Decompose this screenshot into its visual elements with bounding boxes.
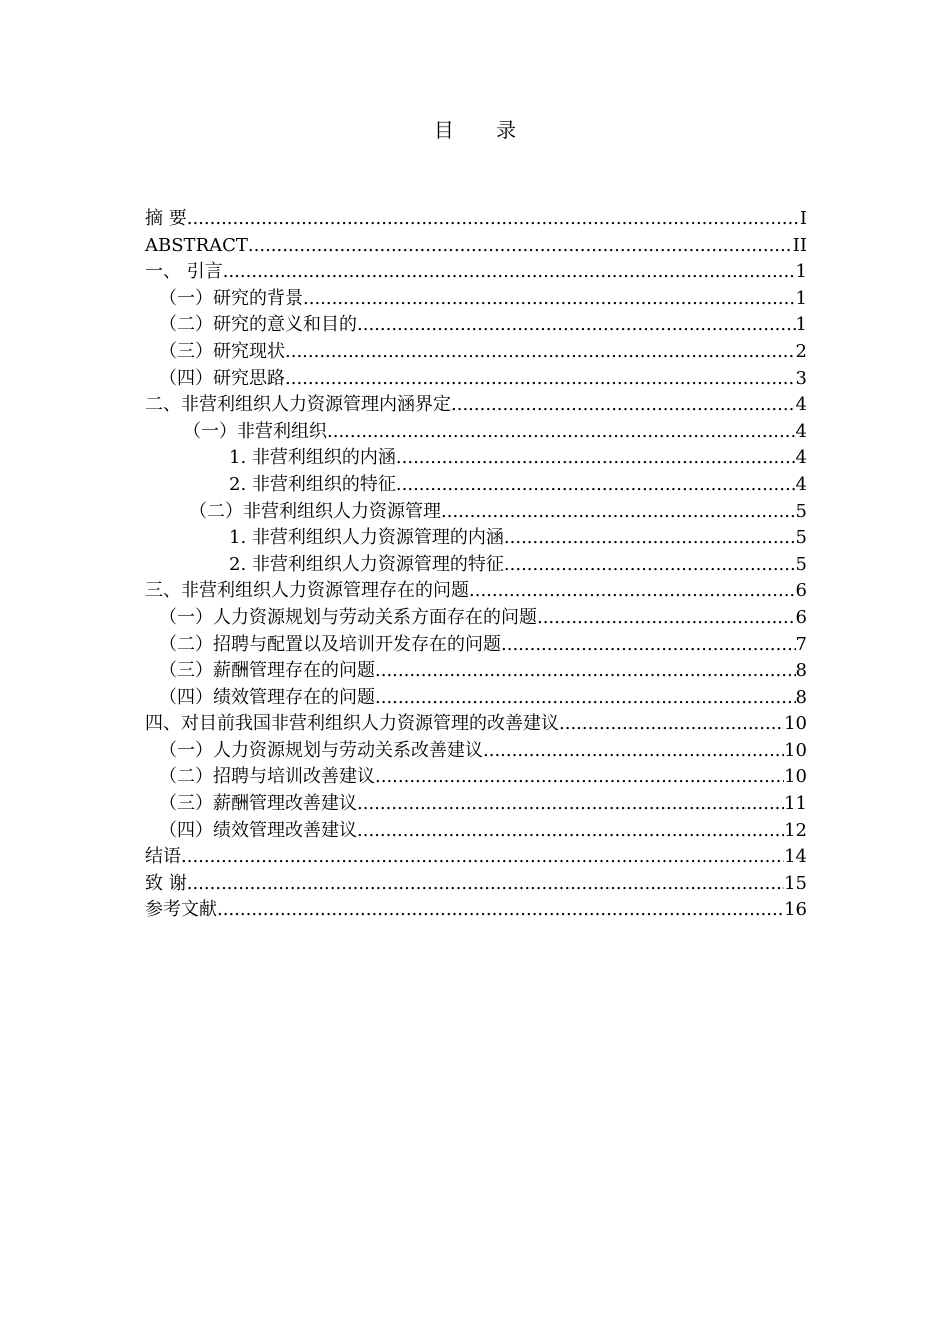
toc-entry-page-number: 4 xyxy=(795,420,807,442)
toc-dot-leader xyxy=(187,207,800,231)
toc-dot-leader xyxy=(217,898,784,922)
toc-dot-leader xyxy=(187,872,784,896)
toc-entry-label: 致 谢 xyxy=(145,872,187,894)
toc-entry-label: 三、非营利组织人力资源管理存在的问题 xyxy=(145,580,469,602)
toc-dot-leader xyxy=(396,473,796,497)
toc-entry[interactable] xyxy=(145,630,807,657)
toc-entry-page-number: 7 xyxy=(795,633,807,655)
toc-entry[interactable] xyxy=(145,736,807,763)
toc-entry-label: （三）研究现状 xyxy=(159,340,285,362)
toc-entry-page-number: I xyxy=(799,208,807,229)
toc-dot-leader xyxy=(469,579,796,603)
toc-entry-page-number: 10 xyxy=(784,766,807,788)
toc-entry[interactable] xyxy=(145,231,807,258)
toc-entry-label: （二）研究的意义和目的 xyxy=(159,314,357,336)
toc-dot-leader xyxy=(327,420,796,444)
toc-entry-page-number: 3 xyxy=(795,367,807,389)
toc-entry-label: 摘 要 xyxy=(145,208,187,229)
toc-entry-label: （二）非营利组织人力资源管理 xyxy=(189,500,441,522)
toc-entry-label: （四）研究思路 xyxy=(159,367,285,389)
toc-entry[interactable] xyxy=(145,258,807,285)
toc-dot-leader xyxy=(559,712,784,736)
toc-dot-leader xyxy=(501,633,796,657)
toc-entry-label: （二）招聘与配置以及培训开发存在的问题 xyxy=(159,633,501,655)
toc-entry[interactable] xyxy=(145,710,807,737)
toc-entry-label: 2. 非营利组织的特征 xyxy=(229,473,396,495)
toc-entry-page-number: 2 xyxy=(795,340,807,362)
toc-entry-page-number: 14 xyxy=(784,846,807,868)
toc-entry[interactable] xyxy=(145,843,807,870)
toc-entry-label: ABSTRACT xyxy=(145,234,248,256)
table-of-contents xyxy=(145,193,807,922)
toc-title: 目 录 xyxy=(433,118,535,142)
toc-entry[interactable] xyxy=(145,550,807,577)
toc-entry-page-number: 1 xyxy=(795,261,807,283)
toc-entry-page-number: II xyxy=(792,234,807,256)
toc-dot-leader xyxy=(375,686,796,710)
toc-dot-leader xyxy=(441,500,796,524)
toc-entry-label: （三）薪酬管理改善建议 xyxy=(159,793,357,815)
toc-dot-leader xyxy=(396,446,796,470)
toc-entry-label: 2. 非营利组织人力资源管理的特征 xyxy=(229,553,504,575)
toc-entry-label: （四）绩效管理改善建议 xyxy=(159,819,357,841)
toc-entry-label: （一）研究的背景 xyxy=(159,287,303,309)
toc-entry-page-number: 16 xyxy=(784,899,807,921)
toc-dot-leader xyxy=(375,765,784,789)
toc-dot-leader xyxy=(181,845,784,869)
toc-entry-label: 二、非营利组织人力资源管理内涵界定 xyxy=(145,394,451,416)
toc-entry[interactable] xyxy=(145,444,807,471)
toc-entry-page-number: 15 xyxy=(784,872,807,894)
toc-entry[interactable] xyxy=(145,337,807,364)
toc-dot-leader xyxy=(504,526,796,550)
toc-entry[interactable] xyxy=(145,789,807,816)
toc-dot-leader xyxy=(248,234,793,258)
toc-entry-page-number: 6 xyxy=(795,580,807,602)
toc-dot-leader xyxy=(223,260,796,284)
toc-entry-page-number: 4 xyxy=(795,447,807,469)
toc-entry-label: 参考文献 xyxy=(145,899,217,921)
toc-dot-leader xyxy=(537,606,796,630)
toc-dot-leader xyxy=(285,340,796,364)
toc-entry-page-number: 11 xyxy=(784,793,807,815)
toc-entry-label: （一）人力资源规划与劳动关系改善建议 xyxy=(159,739,483,761)
toc-entry-page-number: 5 xyxy=(795,500,807,522)
toc-entry[interactable] xyxy=(145,816,807,843)
toc-entry-label: （四）绩效管理存在的问题 xyxy=(159,686,375,708)
toc-entry-label: 1. 非营利组织的内涵 xyxy=(229,447,396,469)
toc-entry-page-number: 6 xyxy=(795,606,807,628)
toc-entry[interactable] xyxy=(145,577,807,604)
toc-dot-leader xyxy=(357,819,784,843)
toc-entry-page-number: 1 xyxy=(795,314,807,336)
toc-entry-page-number: 8 xyxy=(795,660,807,682)
toc-entry-label: （二）招聘与培训改善建议 xyxy=(159,766,375,788)
toc-entry[interactable] xyxy=(145,417,807,444)
toc-entry-page-number: 5 xyxy=(795,553,807,575)
toc-dot-leader xyxy=(303,287,796,311)
toc-dot-leader xyxy=(504,553,796,577)
toc-entry[interactable] xyxy=(145,763,807,790)
toc-entry-page-number: 8 xyxy=(795,686,807,708)
toc-entry-page-number: 12 xyxy=(784,819,807,841)
toc-entry[interactable] xyxy=(145,311,807,338)
toc-entry[interactable] xyxy=(145,896,807,923)
toc-entry-label: 1. 非营利组织人力资源管理的内涵 xyxy=(229,527,504,549)
toc-entry[interactable] xyxy=(145,193,807,231)
toc-entry[interactable] xyxy=(145,391,807,418)
toc-entry-page-number: 4 xyxy=(795,473,807,495)
toc-entry[interactable] xyxy=(145,284,807,311)
toc-entry-label: 一、 引言 xyxy=(145,261,223,283)
toc-entry-label: 结语 xyxy=(145,846,181,868)
toc-entry[interactable] xyxy=(145,603,807,630)
toc-entry-label: （一）人力资源规划与劳动关系方面存在的问题 xyxy=(159,606,537,628)
toc-entry-page-number: 10 xyxy=(784,713,807,735)
toc-dot-leader xyxy=(285,367,796,391)
toc-entry-label: （三）薪酬管理存在的问题 xyxy=(159,660,375,682)
toc-dot-leader xyxy=(483,739,784,763)
toc-dot-leader xyxy=(451,393,796,417)
toc-entry-page-number: 1 xyxy=(795,287,807,309)
toc-entry-label: （一）非营利组织 xyxy=(183,420,327,442)
toc-entry-page-number: 4 xyxy=(795,394,807,416)
toc-entry[interactable] xyxy=(145,657,807,684)
toc-dot-leader xyxy=(357,313,796,337)
toc-entry-page-number: 5 xyxy=(795,527,807,549)
toc-entry-page-number: 10 xyxy=(784,739,807,761)
toc-entry[interactable] xyxy=(145,524,807,551)
toc-dot-leader xyxy=(357,792,784,816)
toc-entry[interactable] xyxy=(145,364,807,391)
toc-entry[interactable] xyxy=(145,497,807,524)
toc-entry-label: 四、对目前我国非营利组织人力资源管理的改善建议 xyxy=(145,713,559,735)
toc-entry[interactable] xyxy=(145,470,807,497)
toc-dot-leader xyxy=(375,659,796,683)
toc-entry[interactable] xyxy=(145,683,807,710)
toc-entry[interactable] xyxy=(145,869,807,896)
